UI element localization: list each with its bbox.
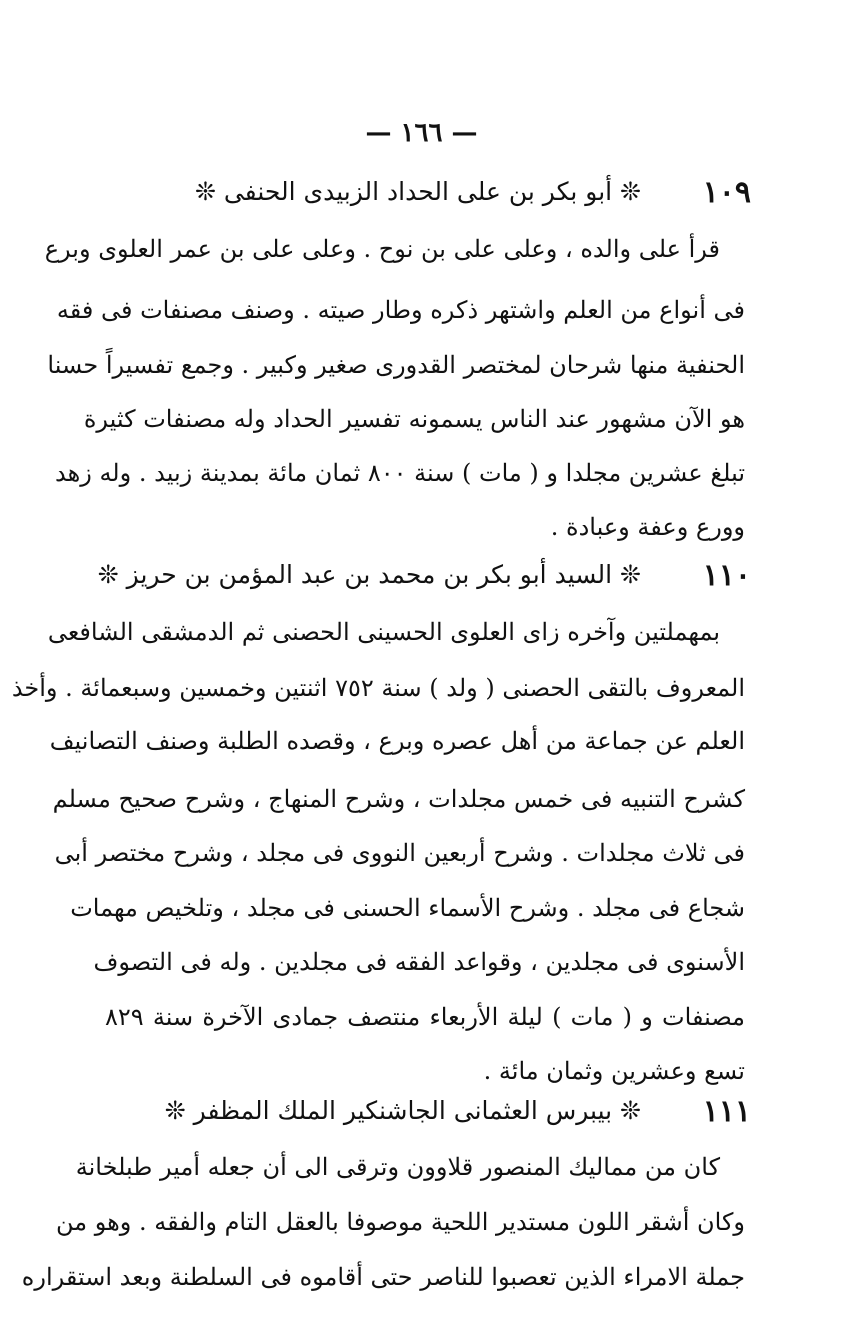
text-line: جملة الامراء الذين تعصبوا للناصر حتى أقاموه فى السلطنة وبعد استقراره <box>21 1263 745 1291</box>
text-line: الأسنوى فى مجلدين ، وقواعد الفقه فى مجلدين . وله فى التصوف <box>93 948 745 976</box>
text-line: العلم عن جماعة من أهل عصره وبرع ، وقصده الطلبة وصنف التصانيف <box>49 727 745 755</box>
text-line: قرأ على والده ، وعلى على بن نوح . وعلى على بن عمر العلوى وبرع <box>44 235 720 263</box>
entry-heading <box>160 1094 751 1144</box>
entry-number: ١١١ <box>702 1094 751 1129</box>
text-line: المعروف بالتقى الحصنى ( ولد ) سنة ٧٥٢ اثنتين وخمسين وسبعمائة . وأخذ <box>11 674 745 702</box>
text-line: تسع وعشرين وثمان مائة . <box>483 1057 745 1085</box>
entry-number: ١١٠ <box>702 558 751 593</box>
text-line: مصنفات و ( مات ) ليلة الأربعاء منتصف جمادى الآخرة سنة ٨٢٩ <box>105 1003 745 1031</box>
entry-heading <box>160 175 751 225</box>
entry-title: ❊ السيد أبو بكر بن محمد بن عبد المؤمن بن حريز ❊ <box>97 560 641 589</box>
entry-heading <box>97 558 751 608</box>
text-line: وكان أشقر اللون مستدير اللحية موصوفا بالعقل التام والفقه . وهو من <box>55 1208 745 1236</box>
text-line: هو الآن مشهور عند الناس يسمونه تفسير الحداد وله مصنفات كثيرة <box>83 405 745 433</box>
text-line: فى ثلاث مجلدات . وشرح أربعين النووى فى مجلد ، وشرح مختصر أبى <box>54 839 745 867</box>
text-line: تبلغ عشرين مجلدا و ( مات ) سنة ٨٠٠ ثمان مائة بمدينة زبيد . وله زهد <box>54 459 745 487</box>
page-number: — ١٦٦ — <box>365 118 478 148</box>
text-line: الحنفية منها شرحان لمختصر القدورى صغير وكبير . وجمع تفسيراً حسنا <box>47 351 745 379</box>
text-line: كشرح التنبيه فى خمس مجلدات ، وشرح المنهاج ، وشرح صحيح مسلم <box>52 785 745 813</box>
text-line: بمهملتين وآخره زاى العلوى الحسينى الحصنى ثم الدمشقى الشافعى <box>47 618 720 646</box>
text-line: وورع وعفة وعبادة . <box>550 513 745 541</box>
text-line: فى أنواع من العلم واشتهر ذكره وطار صيته . وصنف مصنفات فى فقه <box>56 296 745 324</box>
text-line: شجاع فى مجلد . وشرح الأسماء الحسنى فى مجلد ، وتلخيص مهمات <box>70 894 745 922</box>
entry-number: ١٠٩ <box>702 175 751 210</box>
entry-title: ❊ بيبرس العثمانى الجاشنكير الملك المظفر ❊ <box>164 1096 641 1125</box>
entry-title: ❊ أبو بكر بن على الحداد الزبيدى الحنفى ❊ <box>194 177 641 206</box>
text-line: كان من مماليك المنصور قلاوون وترقى الى أن جعله أمير طبلخانة <box>75 1153 720 1181</box>
